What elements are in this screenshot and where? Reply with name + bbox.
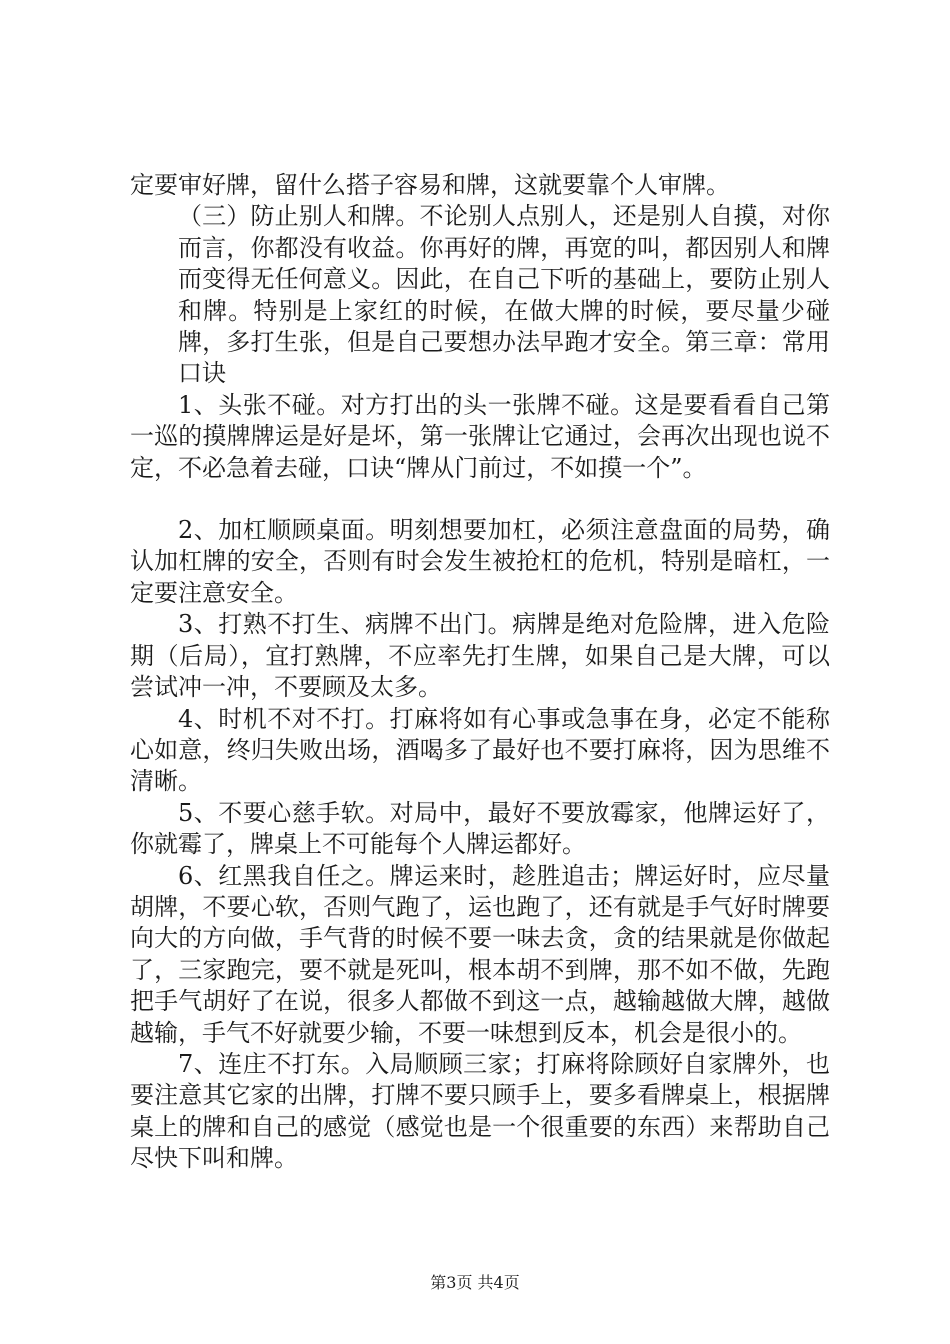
paragraph-gap [130, 484, 830, 515]
paragraph-section-three [130, 201, 830, 389]
paragraph-rule-5: 5、不要心慈手软。对局中，最好不要放霉家，他牌运好了，你就霉了，牌桌上不可能每个人牌运都好。 [130, 798, 830, 859]
paragraph-rule-7: 7、连庄不打东。入局顺顾三家；打麻将除顾好自家牌外，也要注意其它家的出牌，打牌不要只顾手上，要多看牌桌上，根据牌桌上的牌和自己的感觉（感觉也是一个很重要的东西）来帮助自己尽快下叫和牌。 [130, 1049, 830, 1173]
paragraph-rule-1: 1、头张不碰。对方打出的头一张牌不碰。这是要看看自己第一巡的摸牌牌运是好是坏，第一张牌让它通过，会再次出现也说不定，不必急着去碰，口诀“牌从门前过，不如摸一个”。 [130, 390, 830, 482]
page-footer [0, 1270, 950, 1293]
document-body [130, 170, 830, 1175]
paragraph-rule-6: 6、红黑我自任之。牌运来时，趁胜追击；牌运好时，应尽量胡牌，不要心软，否则气跑了，运也跑了，还有就是手气好时牌要向大的方向做，手气背的时候不要一味去贪，贪的结果就是你做起了，三家跑完，要不就是死叫，根本胡不到牌，那不如不做，先跑把手气胡好了在说，很多人都做不到这一点，越输越做大牌，越做越输，手气不好就要少输，不要一味想到反本，机会是很小的。 [130, 861, 830, 1047]
paragraph-rule-3: 3、打熟不打生、病牌不出门。病牌是绝对危险牌，进入危险期（后局），宜打熟牌，不应率先打生牌，如果自己是大牌，可以尝试冲一冲，不要顾及太多。 [130, 610, 830, 702]
paragraph-rule-4: 4、时机不对不打。打麻将如有心事或急事在身，必定不能称心如意，终归失败出场，酒喝多了最好也不要打麻将，因为思维不清晰。 [130, 704, 830, 796]
paragraph-rule-2: 2、加杠顺顾桌面。明刻想要加杠，必须注意盘面的局势，确认加杠牌的安全，否则有时会发生被抢杠的危机，特别是暗杠，一定要注意安全。 [130, 516, 830, 607]
paragraph-continuation: 定要审好牌，留什么搭子容易和牌，这就要靠个人审牌。 [130, 171, 730, 199]
paragraph-section-three-text: （三）防止别人和牌。不论别人点别人，还是别人自摸，对你而言，你都没有收益。你再好的牌，再宽的叫，都因别人和牌而变得无任何意义。因此，在自己下听的基础上，要防止别人和牌。特别是上家红的时候，在做大牌的时候，要尽量少碰牌，多打生张，但是自己要想办法早跑才安全。第三章：常用口诀 [178, 202, 830, 388]
page-number-label: 第3页 共4页 [430, 1273, 520, 1292]
